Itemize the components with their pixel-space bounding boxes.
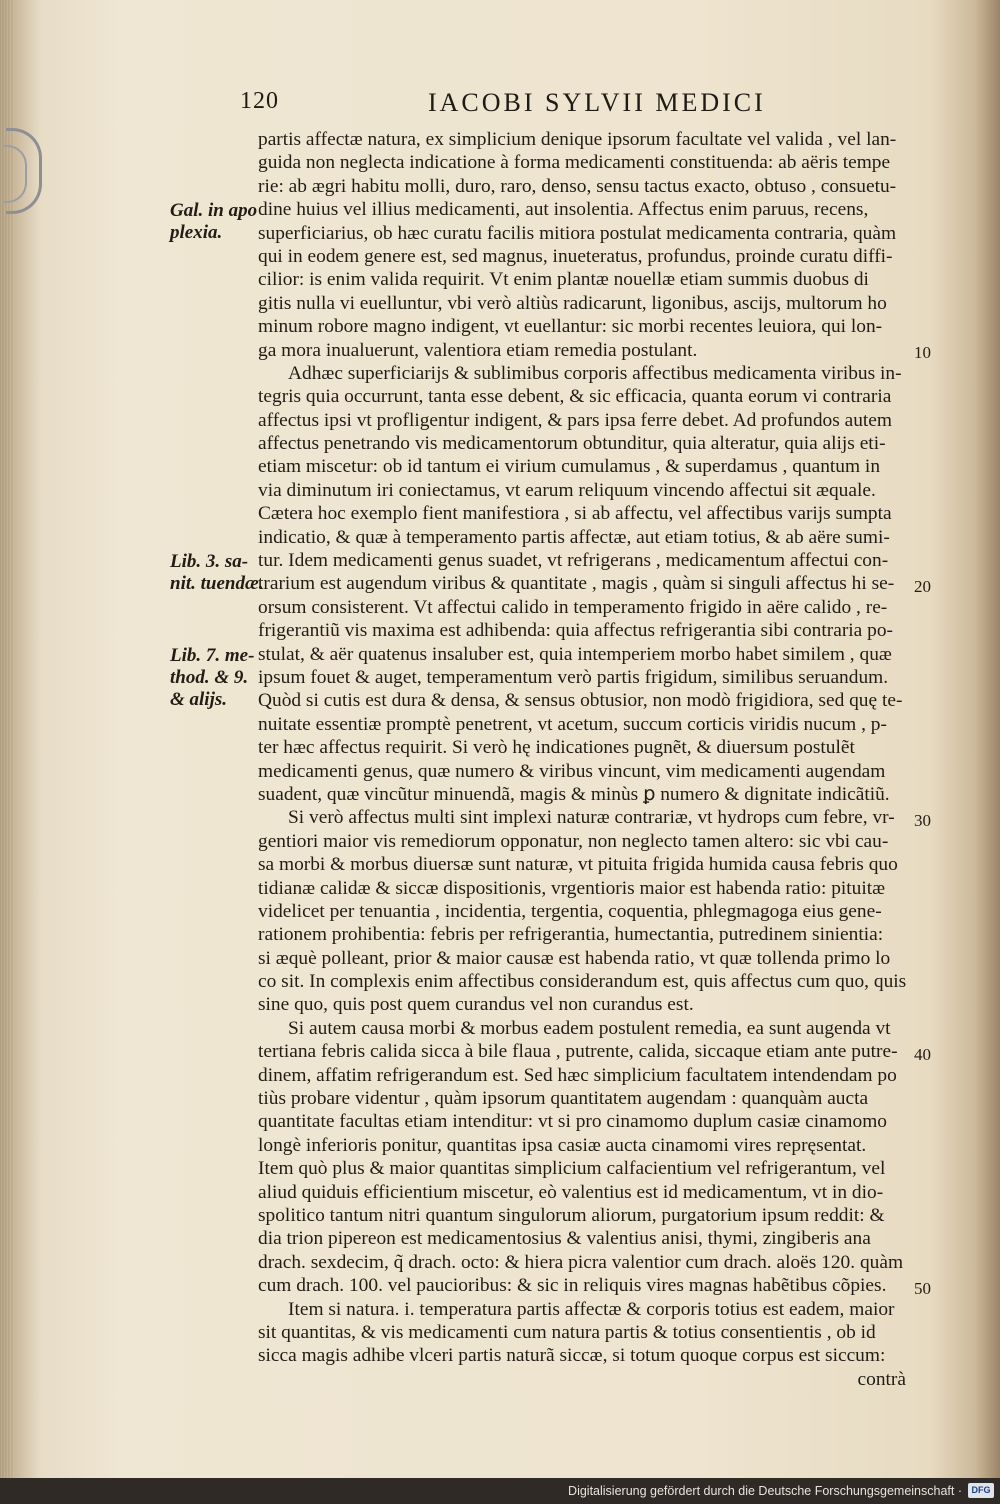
text-line: ga mora inualuerunt, valentiora etiam remedia postulant. [258,339,698,361]
dfg-logo: DFG [968,1483,994,1498]
text-line: dinem, affatim refrigerandum est. Sed hæc simplicium facultatem intendendam po [258,1064,897,1086]
marginal-note-line: nit. tuendæ. [170,573,264,595]
text-line: partis affectæ natura, ex simplicium denique ipsorum facultate vel valida , vel lan- [258,129,897,150]
text-line: suadent, quæ vincũtur minuendã, magis & minùs ꝑ numero & dignitate indicãtiũ. [258,783,890,805]
line-number: 10 [914,342,931,362]
text-line: ipsum fouet & auget, temperamentum verò partis frigidum, similibus seruandum. [258,666,889,688]
text-line: rie: ab ægri habitu molli, duro, raro, denso, sensu tactus exacto, obtuso , consuetu- [258,175,897,197]
text-line: tur. Idem medicamenti genus suadet, vt refrigerans , medicamentum affectui con- [258,550,889,572]
text-line: minum robore magno indigent, vt euellantur: sic morbi recentes leuiora, qui lon- [258,316,883,338]
text-line: quantitate facultas etiam intenditur: vt si pro cinamomo duplum casiæ cinamomo [258,1111,887,1133]
text-line: guida non neglecta indicatione à forma medicamenti constituenda: ab aëris tempe [258,152,891,174]
catchword: contrà [857,1368,906,1390]
text-line: gitis nulla vi euelluntur, vbi verò altiùs radicarunt, ligonibus, ascijs, multorum ho [258,292,887,314]
text-line: orsum consisterent. Vt affectui calido in temperamento frigido in aëre calido , re- [258,596,888,618]
text-line: sit quantitas, & vis medicamenti cum natura partis & totius consentientis , ob id [258,1321,876,1343]
line-number: 40 [914,1044,931,1064]
footer-bar [0,1478,1000,1504]
text-line: cilior: is enim valida requirit. Vt enim plantæ nouellæ etiam summis duobus di [258,269,869,291]
text-line: gentiori maior vis remediorum opponatur, non neglecto tamen altero: sic vbi cau- [258,830,889,852]
text-line: Quòd si cutis est dura & densa, & sensus obtusior, non modò frigidiora, sed quę te- [258,690,903,712]
text-line: Adhæc superficiarijs & sublimibus corporis affectibus medicamenta viribus in- [288,362,902,384]
text-line: affectus ipsi vt profligentur indigent, & pars ipsa ferre debet. Ad profundos autem [258,409,892,431]
text-line: dine huius vel illius medicamenti, aut insolentia. Affectus enim paruus, recens, [258,199,869,221]
text-line: etiam miscetur: ob id tantum ei virium cumulamus , & superdamus , quantum in [258,456,881,478]
page-header [240,88,940,122]
text-line: tegris quia occurrunt, tanta esse debent, & sic efficacia, quanta eorum vi contraria [258,386,892,408]
line-number: 20 [914,576,931,596]
text-line: si æquè polleant, prior & maior causæ est habenda ratio, vt quæ tollenda primo lo [258,947,891,969]
text-line: ter hæc affectus requirit. Si verò hę indicationes pugnẽt, & diuersum postulẽt [258,737,855,759]
text-line: frigerantiũ vis maxima est adhibenda: quia affectus refrigerantia sibi contraria po- [258,620,893,642]
text-line: spolitico tantum nitri quantum singulorum aliorum, purgatorium ipsum reddit: & [258,1204,885,1226]
text-line: qui in eodem genere est, sed magnus, inueteratus, profundus, proinde curatu diffi- [258,245,893,267]
text-line: tiùs probare videntur , quàm ipsorum quantitatem augendam : quanquàm aucta [258,1088,869,1110]
text-line: via diminutum iri coniectamus, vt earum reliquum vincendo affectui sit æquale. [258,479,876,501]
marginal-note [170,551,263,595]
text-line: tidianæ calidæ & siccæ dispositionis, vrgentioris maior est habenda ratio: pituitæ [258,877,886,899]
text-line: rationem prohibentia: febris per refrigerantia, humectantia, putredinem sinientia: [258,924,884,946]
marginal-note-line: thod. & 9. [170,666,249,688]
page-number: 120 [240,88,279,114]
marginal-note [170,645,254,711]
running-title: IACOBI SYLVII MEDICI [428,88,766,117]
text-line: aliud quiduis efficientium miscetur, eò valentius est id medicamentum, vt in dio- [258,1181,884,1203]
line-number: 30 [914,810,931,830]
marginal-note-line: Lib. 3. sa- [170,551,249,573]
text-line: nuitate essentiæ promptè penetrent, vt acetum, succum corticis viridis nucum , p- [258,713,887,735]
body-text [258,128,908,1391]
text-line: affectus penetrando vis medicamentorum obtunditur, quia alteratur, quia alijs eti- [258,433,886,455]
text-line: Si verò affectus multi sint implexi naturæ contrariæ, vt hydrops cum febre, vr- [288,807,895,829]
text-line: medicamenti genus, quæ numero & viribus vincunt, vim medicamenti augendam [258,760,886,782]
funding-notice: Digitalisierung gefördert durch die Deutsche Forschungsgemeinschaft · [568,1484,962,1498]
line-number: 50 [914,1278,931,1298]
marginal-note-line: & alijs. [170,688,228,710]
text-line: sicca magis adhibe vlceri partis naturã siccæ, si totum quoque corpus est siccum: [258,1345,886,1367]
marginal-note-line: Lib. 7. me- [170,644,255,666]
text-line: cum drach. 100. vel paucioribus: & sic in reliquis vires magnas habẽtibus cõpies. [258,1275,887,1297]
text-line: Item quò plus & maior quantitas simplicium calfacientium vel refrigerantum, vel [258,1158,886,1180]
text-line: sa morbi & morbus diuersæ sunt naturæ, vt pituita frigida humida causa febris quo [258,854,898,876]
text-line: sine quo, quis post quem curandus vel non curandus est. [258,994,694,1016]
text-line: longè inferioris ponitur, quantitas ipsa casiæ aucta cinamomi vires repręsentat. [258,1134,867,1156]
text-line: superficiarius, ob hæc curatu facilis mitiora postulat medicamenta contraria, quàm [258,222,897,244]
text-line: trarium est augendum viribus & quantitate , magis , quàm si singuli affectus hi se- [258,573,895,595]
text-line: dia trion pipereon est medicamentosius & valentius anisi, thymi, zingiberis ana [258,1228,871,1250]
text-line: tertiana febris calida sicca à bile flaua , putrente, calida, siccaque etiam ante putre- [258,1041,898,1063]
text-line: videlicet per tenuantia , incidentia, tergentia, coquentia, phlegmagoga eius gene- [258,900,882,922]
text-line: stulat, & aër quatenus insaluber est, quia intemperiem morbo habet similem , quæ [258,643,892,665]
text-line: Si autem causa morbi & morbus eadem postulent remedia, ea sunt augenda vt [288,1017,891,1039]
text-line: co sit. In complexis enim affectibus considerandum est, quis affectus cum quo, quis [258,971,907,993]
marginal-note [170,200,257,244]
text-line: Item si natura. i. temperatura partis affectæ & corporis totius est eadem, maior [288,1298,895,1320]
marginal-note-line: Gal. in apo [170,200,258,222]
text-line: indicatio, & quæ à temperamento partis affectæ, aut etiam totius, & ab aëre sumi- [258,526,890,548]
text-line: Cætera hoc exemplo fient manifestiora , si ab affectu, vel affectibus varijs sumpta [258,503,892,525]
marginal-note-line: plexia. [170,222,223,244]
paper-clip-icon [6,128,42,214]
text-line: drach. sexdecim, q̃ drach. octo: & hiera picra valentior cum drach. aloës 120. quàm [258,1251,904,1273]
